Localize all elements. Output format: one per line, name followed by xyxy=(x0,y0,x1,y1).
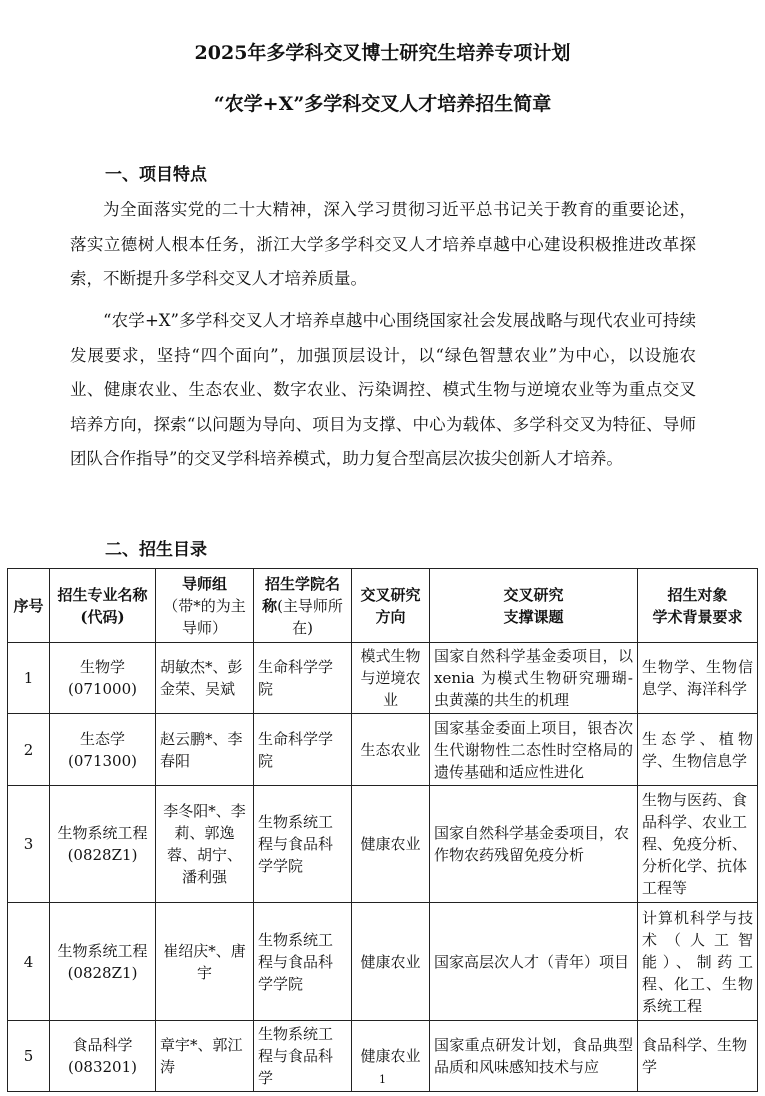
paragraph-center: “农学+X”多学科交叉人才培养卓越中心围绕国家社会发展战略与现代农业可持续发展要求，坚持“四个面向”，加强顶层设计，以“绿色智慧农业”为中心，以设施农业、健康农业、生态农业、数字农业、污染调控、模式生物与逆境农业等为重点交叉培养方向，探索“以问题为导向、项目为支撑、中心为载体、多学科交叉为特征、导师团队合作指导”的交叉学科培养模式，助力复合型高层次拔尖创新人才培养。 xyxy=(70,311,696,468)
cell-project: 国家重点研发计划，食品典型品质和风味感知技术与应 xyxy=(430,1021,638,1092)
cell-major: 生物系统工程(0828Z1) xyxy=(50,903,156,1021)
cell-no: 4 xyxy=(8,903,50,1021)
cell-mentors: 胡敏杰*、彭金荣、吴斌 xyxy=(156,643,254,714)
cell-no: 2 xyxy=(8,714,50,786)
table-row xyxy=(8,786,758,903)
cell-no: 1 xyxy=(8,643,50,714)
cell-college: 生物系统工程与食品科学 xyxy=(254,1021,352,1092)
cell-direction: 健康农业 xyxy=(352,786,430,903)
cell-project: 国家基金委面上项目，银杏次生代谢物性二态性时空格局的遗传基础和适应性进化 xyxy=(430,714,638,786)
header-mentors-sub: （带*的为主导师） xyxy=(163,596,246,637)
cell-direction: 生态农业 xyxy=(352,714,430,786)
document-title-line1: 2025年多学科交叉博士研究生培养专项计划 xyxy=(194,42,571,64)
cell-target: 生态学、植物学、生物信息学 xyxy=(638,714,758,786)
paragraph-intro: 为全面落实党的二十大精神，深入学习贯彻习近平总书记关于教育的重要论述，落实立德树人根本任务，浙江大学多学科交叉人才培养卓越中心建设积极推进改革探索，不断提升多学科交叉人才培养质量。 xyxy=(70,200,696,288)
cell-direction: 健康农业 xyxy=(352,903,430,1021)
cell-target: 食品科学、生物学 xyxy=(638,1021,758,1092)
cell-no: 3 xyxy=(8,786,50,903)
cell-no: 5 xyxy=(8,1021,50,1092)
cell-mentors: 赵云鹏*、李春阳 xyxy=(156,714,254,786)
header-target xyxy=(638,569,758,643)
section-heading-features: 一、项目特点 xyxy=(105,165,207,185)
cell-target: 生物与医药、食品科学、农业工程、免疫分析、分析化学、抗体工程等 xyxy=(638,786,758,903)
header-no: 序号 xyxy=(8,569,50,643)
header-target-line1: 招生对象 xyxy=(667,585,728,604)
cell-mentors: 李冬阳*、李莉、郭逸蓉、胡宁、潘利强 xyxy=(156,786,254,903)
header-project-line1: 交叉研究 xyxy=(503,585,564,604)
cell-major: 生物学(071000) xyxy=(50,643,156,714)
header-mentors-main: 导师组 xyxy=(181,574,227,593)
section-heading-catalog: 二、招生目录 xyxy=(105,540,207,560)
table-row xyxy=(8,903,758,1021)
cell-direction: 模式生物与逆境农业 xyxy=(352,643,430,714)
cell-college: 生物系统工程与食品科学学院 xyxy=(254,903,352,1021)
header-college xyxy=(254,569,352,643)
cell-mentors: 崔绍庆*、唐宇 xyxy=(156,903,254,1021)
cell-college: 生命科学学院 xyxy=(254,714,352,786)
header-project xyxy=(430,569,638,643)
cell-college: 生命科学学院 xyxy=(254,643,352,714)
cell-direction: 健康农业 xyxy=(352,1021,430,1092)
cell-target: 生物学、生物信息学、海洋科学 xyxy=(638,643,758,714)
header-target-line2: 学术背景要求 xyxy=(652,607,743,626)
cell-college: 生物系统工程与食品科学学院 xyxy=(254,786,352,903)
cell-target: 计算机科学与技术（人工智能）、制药工程、化工、生物系统工程 xyxy=(638,903,758,1021)
header-college-main: 招生学院名称 xyxy=(262,574,340,615)
header-major: 招生专业名称 (代码) xyxy=(50,569,156,643)
cell-major: 食品科学(083201) xyxy=(50,1021,156,1092)
header-direction: 交叉研究方向 xyxy=(352,569,430,643)
cell-mentors: 章宇*、郭江涛 xyxy=(156,1021,254,1092)
admissions-table xyxy=(7,568,758,1092)
cell-project: 国家自然科学基金委项目，农作物农药残留免疫分析 xyxy=(430,786,638,903)
table-row xyxy=(8,643,758,714)
table-row xyxy=(8,714,758,786)
cell-project: 国家自然科学基金委项目，以 xenia 为模式生物研究珊瑚-虫黄藻的共生的机理 xyxy=(430,643,638,714)
header-college-sub: (主导师所在) xyxy=(277,596,343,637)
cell-project: 国家高层次人才（青年）项目 xyxy=(430,903,638,1021)
page-number: 1 xyxy=(379,1073,386,1086)
cell-major: 生态学(071300) xyxy=(50,714,156,786)
cell-major: 生物系统工程(0828Z1) xyxy=(50,786,156,903)
document-title-line2: “农学+X”多学科交叉人才培养招生简章 xyxy=(213,93,552,115)
header-mentors xyxy=(156,569,254,643)
table-header-row xyxy=(8,569,758,643)
header-project-line2: 支撑课题 xyxy=(503,607,564,626)
